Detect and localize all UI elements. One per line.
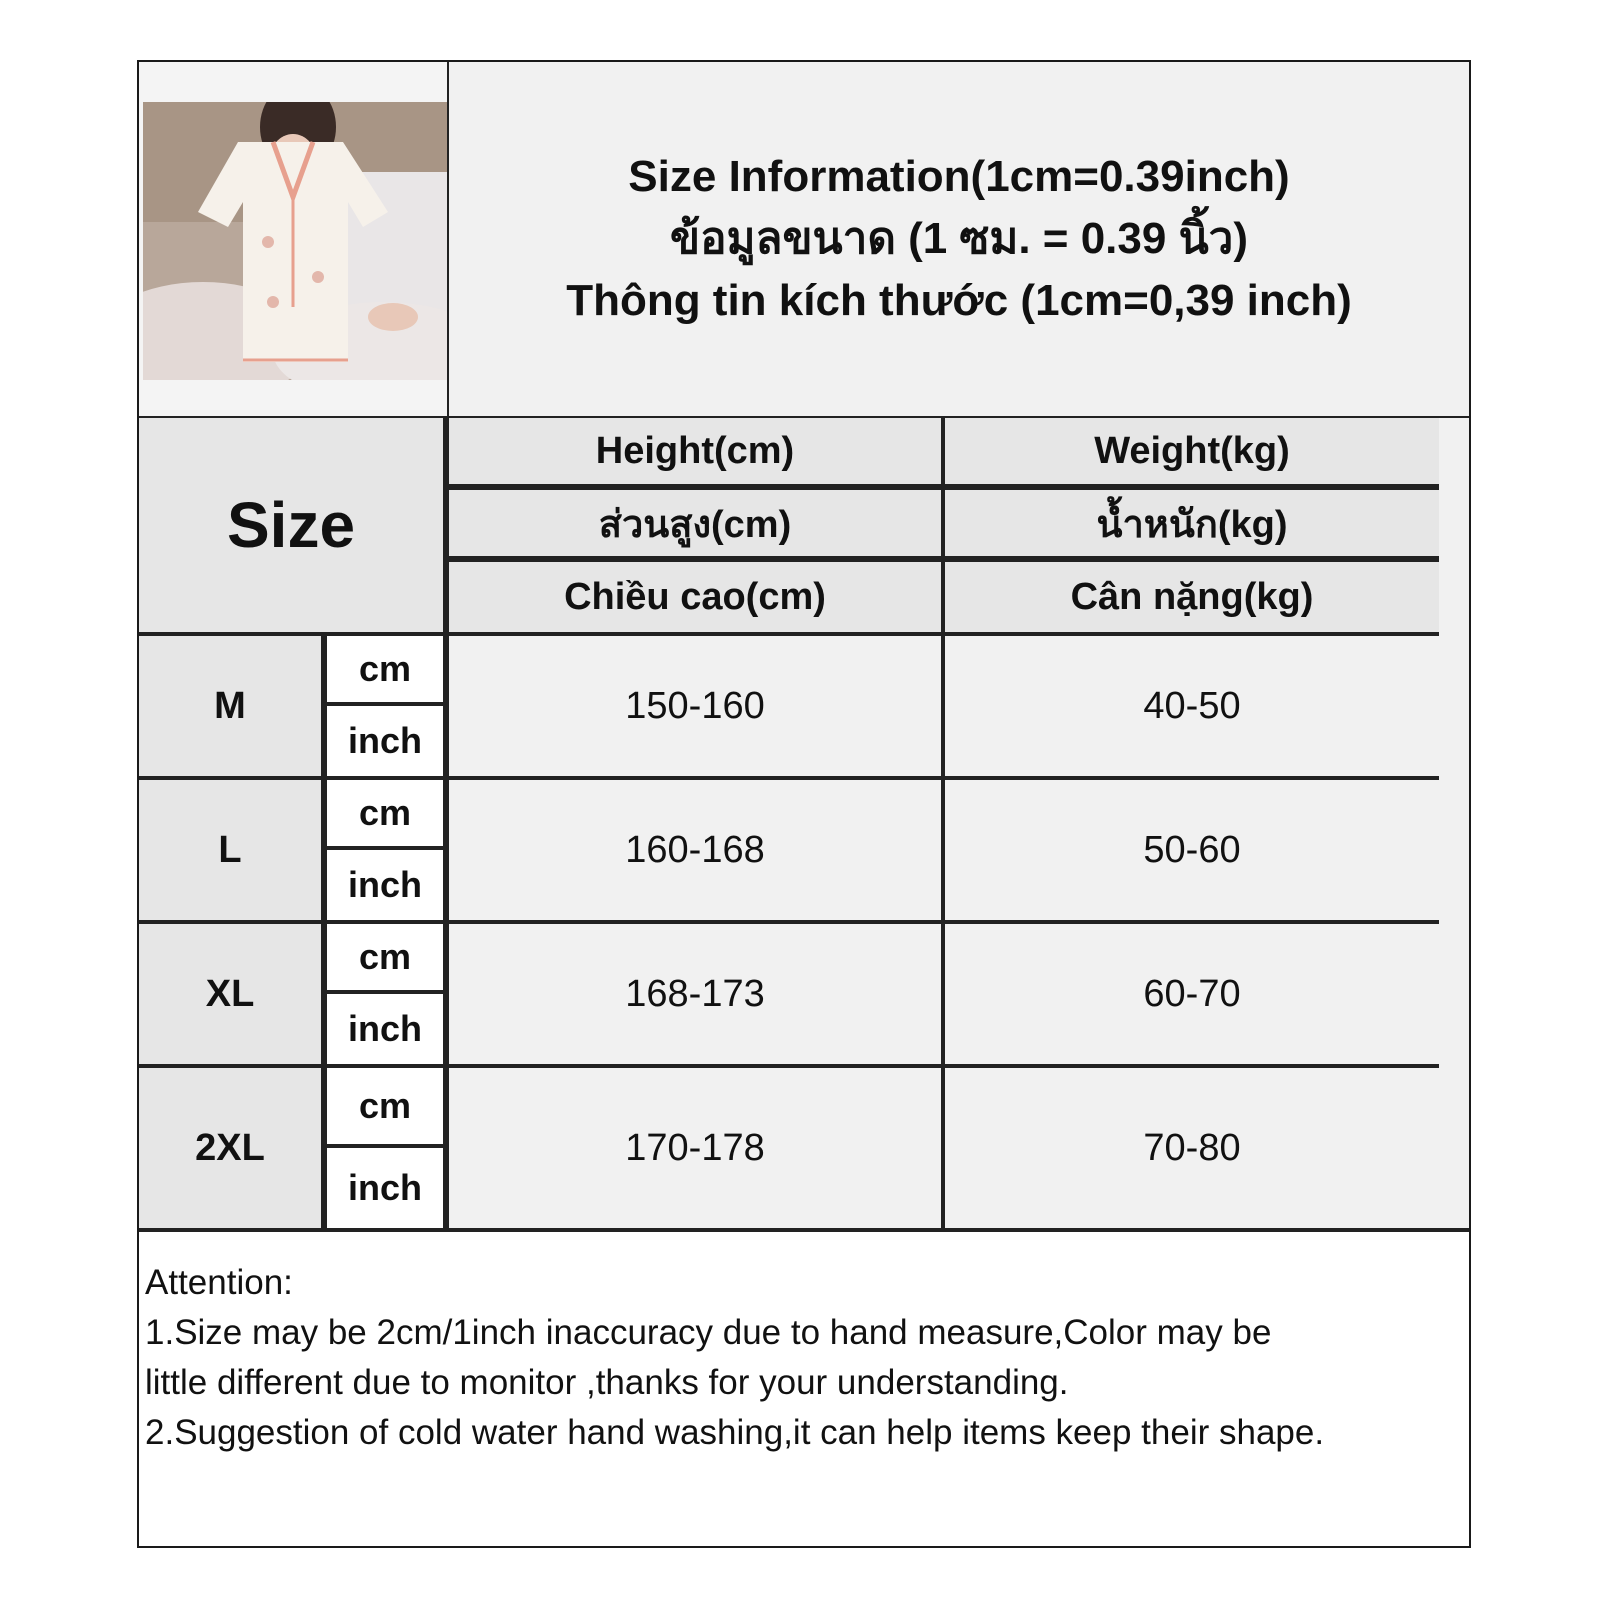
product-photo [143, 102, 447, 380]
grid-line [139, 776, 1469, 780]
grid-line [139, 1228, 1469, 1232]
notes-line-3: 2.Suggestion of cold water hand washing,it can help items keep their shape. [145, 1413, 1325, 1452]
size-xl-height: 168-173 [449, 924, 941, 1064]
title-vietnamese: Thông tin kích thước (1cm=0,39 inch) [566, 276, 1352, 325]
product-photo-cell [139, 62, 449, 418]
title-block [449, 62, 1469, 418]
title-thai: ข้อมูลขนาด (1 ซม. = 0.39 นิ้ว) [669, 214, 1248, 263]
grid-line [327, 990, 443, 994]
size-2xl-unit-cm: cm [327, 1068, 443, 1144]
grid-line [321, 636, 327, 1228]
size-m-height: 150-160 [449, 636, 941, 776]
height-header-vi: Chiều cao(cm) [449, 562, 941, 632]
notes-heading: Attention: [145, 1263, 293, 1302]
size-2xl-label: 2XL [139, 1068, 321, 1228]
height-header-en: Height(cm) [449, 418, 941, 484]
size-l-label: L [139, 780, 321, 920]
notes-line-1: 1.Size may be 2cm/1inch inaccuracy due to hand measure,Color may be [145, 1313, 1272, 1352]
weight-header-en: Weight(kg) [945, 418, 1439, 484]
size-2xl-weight: 70-80 [945, 1068, 1439, 1228]
grid-line [139, 1064, 1469, 1068]
height-header-th: ส่วนสูง(cm) [449, 490, 941, 556]
grid-line [443, 418, 449, 1228]
size-xl-label: XL [139, 924, 321, 1064]
size-chart [137, 60, 1471, 1548]
size-2xl-unit-inch: inch [327, 1148, 443, 1228]
size-xl-unit-inch: inch [327, 994, 443, 1064]
size-m-label: M [139, 636, 321, 776]
weight-header-th: น้ำหนัก(kg) [945, 490, 1439, 556]
size-l-unit-cm: cm [327, 780, 443, 846]
grid-line [327, 702, 443, 706]
grid-line [449, 484, 1469, 490]
grid-line [327, 846, 443, 850]
size-2xl-height: 170-178 [449, 1068, 941, 1228]
attention-notes [145, 1258, 1455, 1458]
notes-line-2: little different due to monitor ,thanks for your understanding. [145, 1363, 1069, 1402]
grid-line [139, 632, 1469, 636]
title-english: Size Information(1cm=0.39inch) [628, 152, 1290, 201]
weight-header-vi: Cân nặng(kg) [945, 562, 1439, 632]
size-xl-weight: 60-70 [945, 924, 1439, 1064]
size-m-unit-inch: inch [327, 706, 443, 776]
size-m-unit-cm: cm [327, 636, 443, 702]
right-margin [1439, 418, 1469, 1228]
grid-line [941, 418, 945, 1228]
size-l-unit-inch: inch [327, 850, 443, 920]
grid-line [139, 920, 1469, 924]
size-l-height: 160-168 [449, 780, 941, 920]
size-m-weight: 40-50 [945, 636, 1439, 776]
size-header: Size [139, 418, 443, 632]
size-l-weight: 50-60 [945, 780, 1439, 920]
grid-line [449, 556, 1469, 562]
size-xl-unit-cm: cm [327, 924, 443, 990]
grid-line [327, 1144, 443, 1148]
